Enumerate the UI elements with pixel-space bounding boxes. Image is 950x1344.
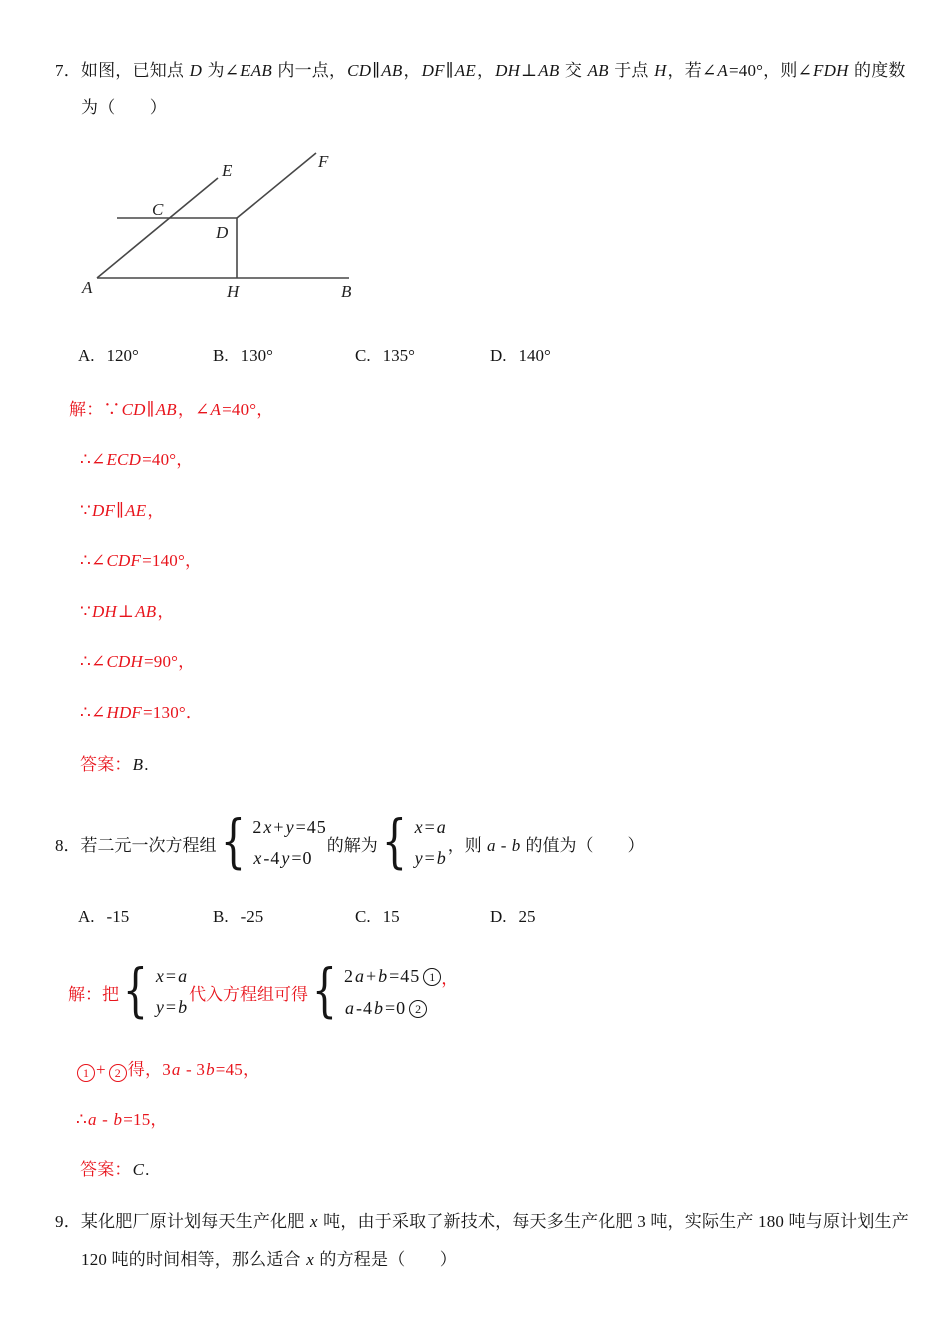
q8-system-2 (378, 807, 448, 875)
q7-option-d (490, 346, 551, 366)
q8-solution-line2 (74, 1059, 260, 1082)
q9-text-line1: 9．某化肥厂原计划每天生产化肥 x 吨，由于采取了新技术，每天多生产化肥 3 吨，实际生产 180 吨与原计划生产 (55, 1212, 909, 1231)
q8-answer-label: 答案： (80, 1160, 132, 1179)
q7-option-b-label: B. (213, 346, 229, 365)
q8-text-mid: 的解为 (326, 835, 378, 855)
figure-label-A: A (82, 278, 93, 297)
q7-option-a-label: A. (78, 346, 95, 365)
q7-option-c (355, 346, 415, 366)
figure-label-H: H (227, 282, 240, 301)
q8-sol-line2-text: 得，3a - 3b=45， (127, 1060, 261, 1079)
figure-line-AE (97, 178, 218, 278)
q8-answer-value: C. (132, 1160, 150, 1179)
q8-option-c-value: 15 (382, 907, 400, 926)
figure-label-B: B (341, 282, 352, 301)
q8-solution-line3: ∴a - b=15， (76, 1110, 168, 1129)
q8-text-suffix: ，则 a - b 的值为（ ） (447, 835, 645, 855)
circled-1-icon: 1 (77, 1064, 95, 1082)
q7-solution-line6: ∴∠CDH=90°， (80, 652, 196, 671)
q7-solution-line3: ∵DF∥AE， (80, 501, 165, 520)
q8-sys1-eq1: 2x+y=45 (252, 817, 327, 837)
q7-solution-line2: ∴∠ECD=40°， (80, 450, 194, 469)
figure-label-D: D (216, 223, 229, 242)
q7-geometry-figure (60, 140, 400, 310)
q8-solution-row (68, 954, 458, 1030)
q8-text-prefix: 8．若二元一次方程组 (55, 835, 217, 855)
q8-sol-mid: 代入方程组可得 (189, 984, 309, 1004)
plus-sign: + (96, 1060, 106, 1079)
circled-1-icon: 1 (423, 968, 441, 986)
q7-solution-line7: ∴∠HDF=130°． (80, 703, 204, 722)
q8-option-b-value: -25 (240, 907, 264, 926)
q8-answer-line (80, 1159, 150, 1181)
q8-option-b (213, 907, 263, 927)
figure-line-DF (237, 153, 316, 218)
q8-sol-sys2-eq1-comma: ， (441, 969, 459, 988)
q8-option-a (78, 907, 129, 927)
q7-option-c-label: C. (355, 346, 371, 365)
q8-system-1 (217, 807, 327, 875)
figure-label-E: E (222, 161, 233, 180)
q8-sol-system-1 (119, 956, 189, 1024)
circled-2-icon: 2 (409, 1000, 427, 1018)
q7-option-a (78, 346, 139, 366)
q7-option-d-label: D. (490, 346, 507, 365)
q7-option-a-value: 120° (106, 346, 139, 365)
q7-answer-line (80, 754, 149, 776)
q7-answer-label: 答案： (80, 755, 132, 774)
q8-option-d-label: D. (490, 907, 507, 926)
q7-solution-line5: ∵DH⊥AB， (80, 602, 175, 621)
q8-sol-prefix: 解：把 (68, 984, 119, 1004)
q8-sol-system-2 (308, 956, 459, 1024)
q7-option-d-value: 140° (518, 346, 551, 365)
figure-label-C: C (152, 200, 164, 219)
q8-option-a-label: A. (78, 907, 95, 926)
q8-sol-sys1-eq2: y=b (155, 997, 189, 1017)
q8-option-a-value: -15 (106, 907, 130, 926)
q7-option-c-value: 135° (382, 346, 415, 365)
q7-text-line2: 为（ ） (81, 98, 167, 117)
q8-sol-sys2-eq1: 2a+b=45 (343, 966, 421, 986)
q8-option-c (355, 907, 400, 927)
q7-option-b-value: 130° (240, 346, 273, 365)
q7-solution-line4: ∴∠CDF=140°， (80, 551, 203, 570)
brace-icon: { (311, 956, 338, 1024)
q8-sys1-eq2: x-4y=0 (253, 848, 313, 868)
brace-icon: { (381, 807, 407, 875)
q7-option-b (213, 346, 273, 366)
q8-sol-sys1-eq1: x=a (155, 966, 189, 986)
q8-sol-sys2-eq2: a-4b=0 (344, 998, 407, 1018)
circled-2-icon: 2 (109, 1064, 127, 1082)
q8-question-row (55, 805, 644, 881)
q7-solution-line1: 解：∵CD∥AB，∠A=40°， (69, 400, 274, 419)
q8-option-c-label: C. (355, 907, 371, 926)
q7-text-line1: 7．如图，已知点 D 为∠EAB 内一点，CD∥AB，DF∥AE，DH⊥AB 交 AB 于点 H，若∠A=40°，则∠FDH 的度数 (55, 61, 906, 80)
brace-icon: { (122, 956, 149, 1024)
q8-option-b-label: B. (213, 907, 229, 926)
q9-text-line2: 120 吨的时间相等，那么适合 x 的方程是（ ） (81, 1250, 458, 1269)
q8-sys2-eq2: y=b (414, 848, 447, 868)
brace-icon: { (220, 807, 246, 875)
q8-sys2-eq1: x=a (414, 817, 447, 837)
q7-answer-value: B. (132, 755, 149, 774)
q8-option-d-value: 25 (518, 907, 536, 926)
q8-option-d (490, 907, 536, 927)
figure-label-F: F (318, 152, 329, 171)
